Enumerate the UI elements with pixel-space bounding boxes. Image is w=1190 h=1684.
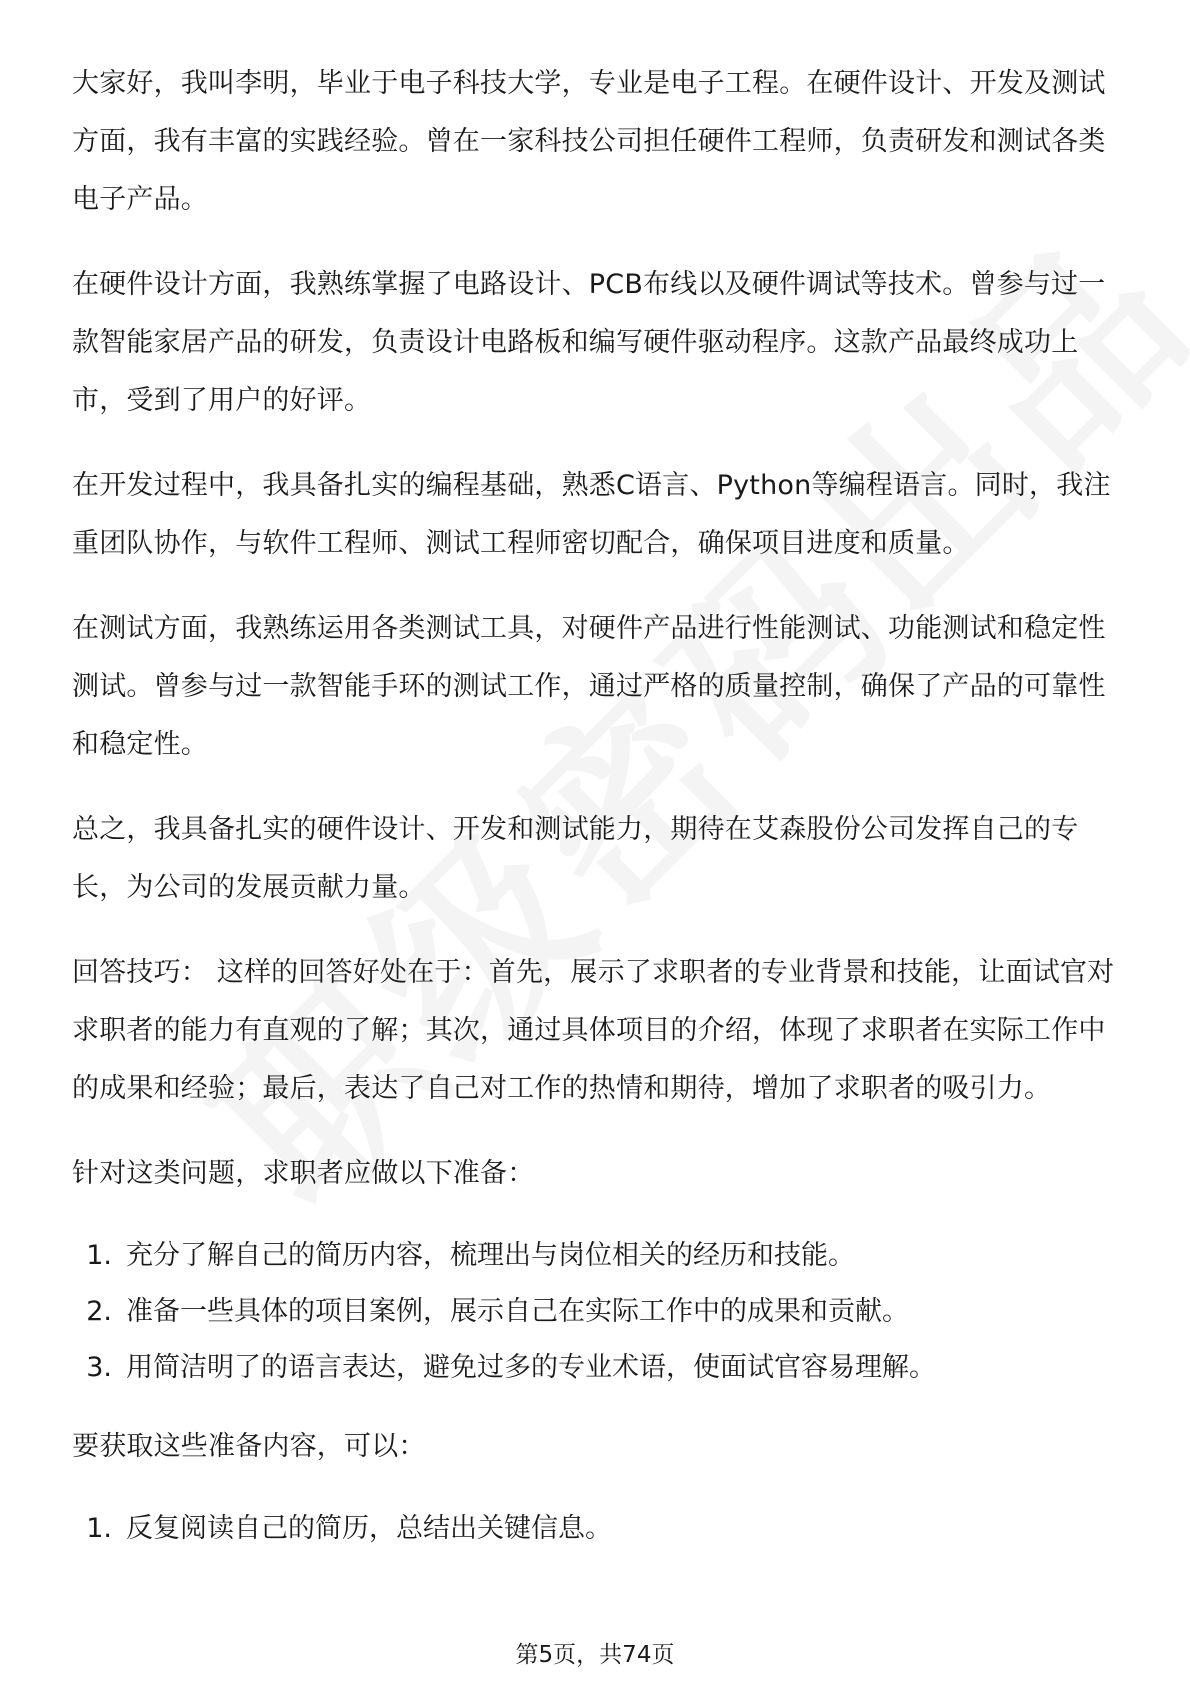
list-item-number: 1. <box>86 1513 112 1544</box>
paragraph-summary: 总之，我具备扎实的硬件设计、开发和测试能力，期待在艾森股份公司发挥自己的专长，为公司的发展贡献力量。 <box>72 814 1079 903</box>
paragraph-hardware-design: 在硬件设计方面，我熟练掌握了电路设计、PCB布线以及硬件调试等技术。曾参与过一款智能家居产品的研发，负责设计电路板和编写硬件驱动程序。这款产品最终成功上市，受到了用户的好评。 <box>72 269 1106 416</box>
list-item-text: 用简洁明了的语言表达，避免过多的专业术语，使面试官容易理解。 <box>126 1352 936 1383</box>
paragraph-intro: 大家好，我叫李明，毕业于电子科技大学，专业是电子工程。在硬件设计、开发及测试方面，我有丰富的实践经验。曾在一家科技公司担任硬件工程师，负责研发和测试各类电子产品。 <box>72 68 1106 215</box>
prep-method-list <box>72 1501 1122 1557</box>
page-footer: 第5页，共74页 <box>515 1642 675 1668</box>
paragraph-development: 在开发过程中，我具备扎实的编程基础，熟悉C语言、Python等编程语言。同时，我注重团队协作，与软件工程师、测试工程师密切配合，确保项目进度和质量。 <box>72 470 1111 559</box>
paragraph-testing: 在测试方面，我熟练运用各类测试工具，对硬件产品进行性能测试、功能测试和稳定性测试。曾参与过一款智能手环的测试工作，通过严格的质量控制，确保了产品的可靠性和稳定性。 <box>72 613 1106 760</box>
preparation-list <box>72 1228 1122 1396</box>
list-item <box>72 1228 1122 1284</box>
list-item-text: 准备一些具体的项目案例，展示自己在实际工作中的成果和贡献。 <box>126 1296 909 1327</box>
list-item-number: 3. <box>86 1352 112 1383</box>
list-item-number: 1. <box>86 1240 112 1271</box>
list-item <box>72 1340 1122 1396</box>
list-item <box>72 1501 1122 1557</box>
list-item-text: 充分了解自己的简历内容，梳理出与岗位相关的经历和技能。 <box>126 1240 855 1271</box>
list-item-text: 反复阅读自己的简历，总结出关键信息。 <box>126 1513 612 1544</box>
paragraph-answer-tips: 回答技巧： 这样的回答好处在于：首先，展示了求职者的专业背景和技能，让面试官对求职者的能力有直观的了解；其次，通过具体项目的介绍，体现了求职者在实际工作中的成果和经验；最后，表达了自己对工作的热情和期待，增加了求职者的吸引力。 <box>72 957 1115 1104</box>
paragraph-prep-intro: 要获取这些准备内容，可以： <box>72 1431 426 1462</box>
paragraph-preparation-heading: 针对这类问题，求职者应做以下准备： <box>72 1158 535 1189</box>
list-item <box>72 1284 1122 1340</box>
list-item-number: 2. <box>86 1296 112 1327</box>
document-body <box>72 55 1122 1579</box>
